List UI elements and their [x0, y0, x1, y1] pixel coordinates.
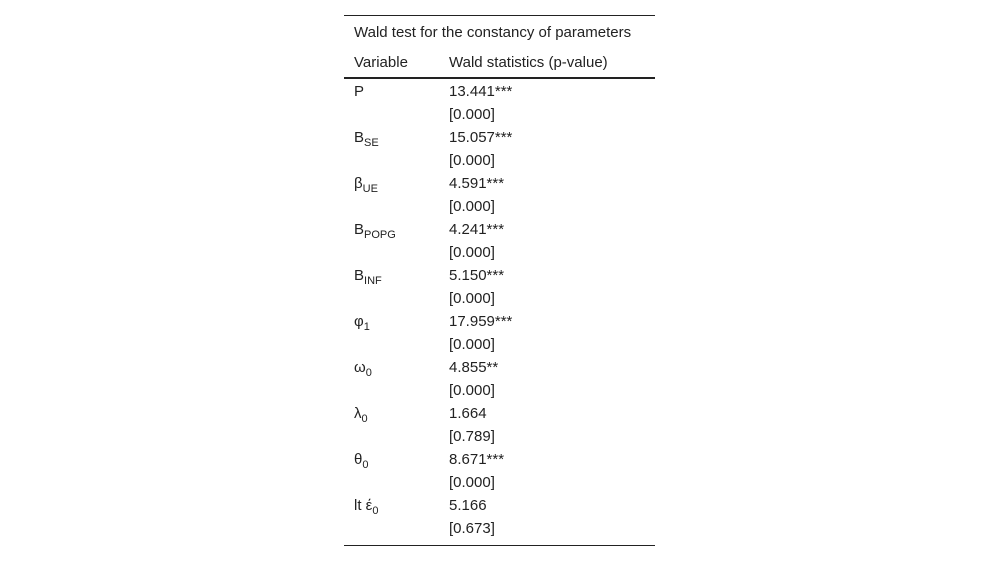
p-value-cell: [0.673] [449, 520, 495, 537]
variable-cell [344, 78, 449, 126]
variable-cell [344, 402, 449, 448]
table-row [344, 448, 655, 471]
table-caption: Wald test for the constancy of parameters [354, 24, 632, 41]
p-value-cell: [0.789] [449, 428, 495, 445]
table-row [344, 356, 655, 379]
table-row [344, 78, 655, 103]
table-row [344, 126, 655, 149]
variable-cell [344, 494, 449, 546]
table-row [344, 494, 655, 517]
wald-statistic-cell: 4.855** [449, 359, 499, 376]
variable-subscript: POPG [364, 229, 396, 241]
variable-symbol: B [354, 267, 365, 284]
variable-cell [344, 264, 449, 310]
variable-subscript: UE [362, 183, 378, 195]
variable-cell [344, 448, 449, 494]
variable-subscript: 0 [361, 413, 368, 425]
table-row [344, 310, 655, 333]
table-body [344, 78, 655, 546]
variable-symbol: θ [354, 451, 363, 468]
table-row [344, 218, 655, 241]
p-value-cell: [0.000] [449, 106, 495, 123]
variable-cell [344, 310, 449, 356]
variable-subscript: 0 [365, 367, 372, 379]
variable-subscript: 1 [363, 321, 370, 333]
variable-subscript: 0 [372, 505, 379, 517]
wald-statistic-cell: 5.150*** [449, 267, 505, 284]
variable-symbol: β [354, 175, 363, 192]
table-row [344, 402, 655, 425]
variable-symbol: λ [354, 405, 362, 422]
wald-statistic-cell: 15.057*** [449, 129, 513, 146]
p-value-cell: [0.000] [449, 152, 495, 169]
wald-statistic-cell: 17.959*** [449, 313, 513, 330]
wald-statistic-cell: 4.241*** [449, 221, 505, 238]
variable-subscript: 0 [362, 459, 369, 471]
table-row [344, 264, 655, 287]
table-row [344, 172, 655, 195]
variable-symbol: P [354, 83, 365, 100]
variable-cell [344, 218, 449, 264]
variable-cell [344, 356, 449, 402]
variable-symbol: ω [354, 359, 366, 376]
column-header-row [344, 47, 655, 78]
wald-statistic-cell: 1.664 [449, 405, 487, 422]
variable-subscript: INF [364, 275, 382, 287]
wald-statistic-cell: 13.441*** [449, 83, 513, 100]
variable-cell [344, 172, 449, 218]
p-value-cell: [0.000] [449, 198, 495, 215]
variable-symbol: lt έ [354, 497, 373, 514]
wald-statistic-cell: 4.591*** [449, 175, 505, 192]
variable-symbol: B [354, 129, 365, 146]
variable-cell [344, 126, 449, 172]
wald-statistic-cell: 5.166 [449, 497, 487, 514]
p-value-cell: [0.000] [449, 474, 495, 491]
wald-statistic-cell: 8.671*** [449, 451, 505, 468]
variable-symbol: B [354, 221, 365, 238]
p-value-cell: [0.000] [449, 336, 495, 353]
variable-subscript: SE [364, 137, 379, 149]
wald-test-table [344, 15, 655, 546]
p-value-cell: [0.000] [449, 382, 495, 399]
column-header-variable: Variable [354, 54, 408, 71]
p-value-cell: [0.000] [449, 290, 495, 307]
p-value-cell: [0.000] [449, 244, 495, 261]
variable-symbol: φ [354, 313, 364, 330]
wald-test-table-container [344, 15, 655, 546]
caption-row [344, 16, 655, 48]
column-header-wald-statistics: Wald statistics (p-value) [449, 54, 608, 71]
